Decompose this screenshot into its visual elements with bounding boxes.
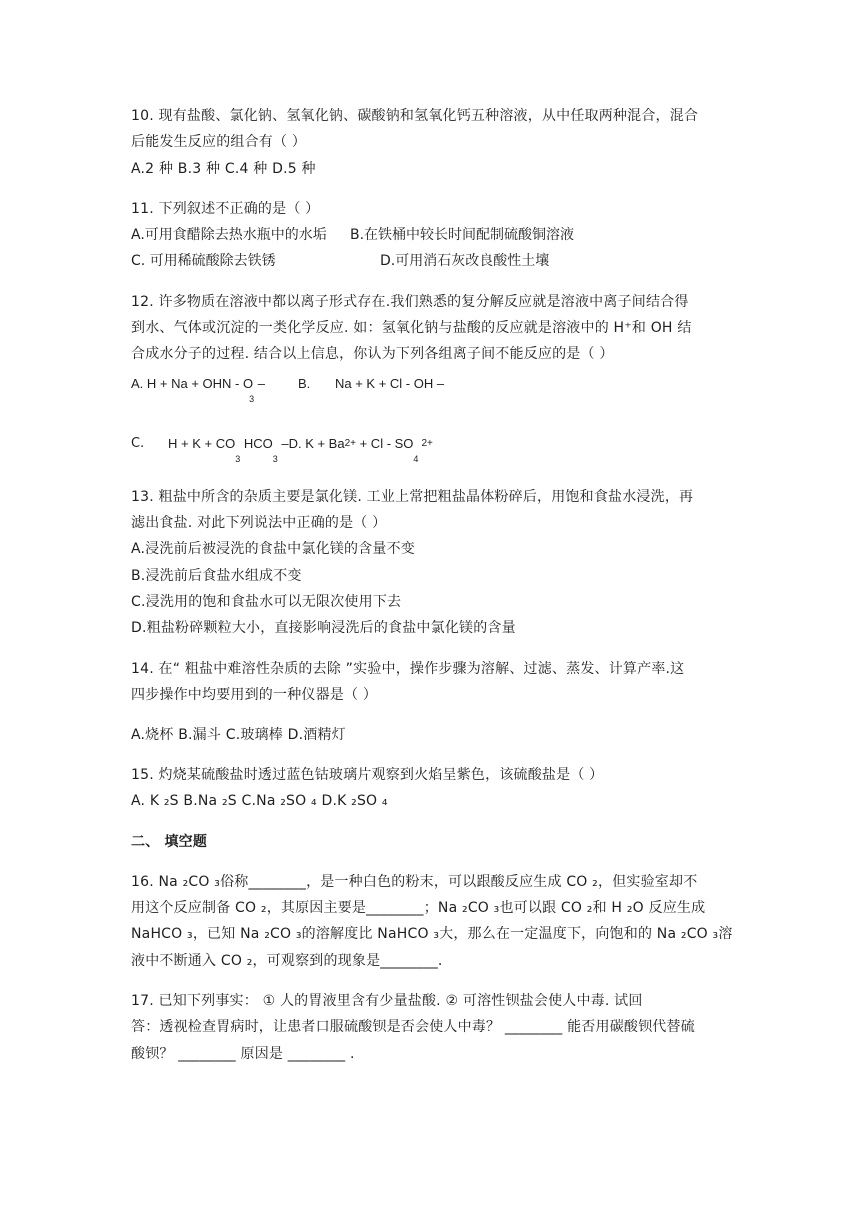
q16-line1: 16. Na ₂CO ₃俗称________，是一种白色的粉末，可以跟酸反应生成 CO ₂，但实验室却不 [131,874,698,890]
q12-option-a-tail: – [254,376,265,391]
q15-options: A. K ₂S B.Na ₂S C.Na ₂SO ₄ D.K ₂SO ₄ [131,793,388,809]
q16-line4: 液中不断通入 CO ₂，可观察到的现象是________. [131,953,443,969]
q12-stem-line2: 到水、气体或沉淀的一类化学反应. 如：氢氧化钠与盐酸的反应就是溶液中的 H⁺和 OH 结 [131,320,692,336]
q12-option-a-subscript: 3 [249,394,255,404]
q12-option-d-sup: 2+ [344,438,356,449]
q17-line2: 答：透视检查胃病时，让患者口服硫酸钡是否会使人中毒？ ________ 能否用碳酸钡代替硫 [131,1019,695,1035]
q14-stem-line2: 四步操作中均要用到的一种仪器是（ ） [131,687,378,703]
q15-stem: 15. 灼烧某硫酸盐时透过蓝色钴玻璃片观察到火焰呈紫色，该硫酸盐是（ ） [131,767,604,783]
q13-option-c: C.浸洗用的饱和食盐水可以无限次使用下去 [131,594,402,610]
q11-option-c: C. 可用稀硫酸除去铁锈 [131,253,276,269]
q13-stem-line2: 滤出食盐. 对此下列说法中正确的是（ ） [131,515,387,531]
q11-stem: 11. 下列叙述不正确的是（ ） [131,201,320,217]
q16-line3: NaHCO ₃，已知 Na ₂CO ₃的溶解度比 NaHCO ₃大，那么在一定温度下，向饱和的 Na ₂CO ₃溶 [131,926,733,942]
q12-option-c-label: C. [131,436,145,451]
q12-option-d-sup2: 2+ [421,438,433,449]
q10-options: A.2 种 B.3 种 C.4 种 D.5 种 [131,161,316,177]
q10-stem-line1: 10. 现有盐酸、氯化钠、氢氧化钠、碳酸钠和氢氧化钙五种溶液，从中任取两种混合，混合 [131,108,699,124]
q12-option-c-text-c: –D. K + Ba [277,436,345,451]
q16-line2: 用这个反应制备 CO ₂，其原因主要是________；Na ₂CO ₃也可以跟 CO ₂和 H ₂O 反应生成 [131,900,706,916]
q11-option-b: B.在铁桶中较长时间配制硫酸铜溶液 [350,227,575,243]
q13-option-b: B.浸洗前后食盐水组成不变 [131,568,302,584]
q12-option-d-sub: 4 [413,454,419,464]
q17-line1: 17. 已知下列事实： ① 人的胃液里含有少量盐酸. ② 可溶性钡盐会使人中毒. 试回 [131,993,643,1009]
q12-option-c-text-b: HCO [240,436,273,451]
section-heading-fill-in: 二、 填空题 [131,834,208,850]
q13-option-d: D.粗盐粉碎颗粒大小，直接影响浸洗后的食盐中氯化镁的含量 [131,620,516,636]
q17-line3: 酸钡？ ________ 原因是 ________ . [131,1046,355,1062]
q11-option-d: D.可用消石灰改良酸性土壤 [380,253,550,269]
q12-stem-line1: 12. 许多物质在溶液中都以离子形式存在.我们熟悉的复分解反应就是溶液中离子间结合得 [131,294,689,310]
q12-option-d-text: + Cl - SO [355,436,414,451]
q10-stem-line2: 后能发生反应的组合有（ ） [131,134,307,150]
q11-option-a: A.可用食醋除去热水瓶中的水垢 [131,227,327,243]
q12-option-c-sub2: 3 [272,454,278,464]
q13-stem-line1: 13. 粗盐中所含的杂质主要是氯化镁. 工业上常把粗盐晶体粉碎后，用饱和食盐水浸洗，再 [131,489,694,505]
q14-stem-line1: 14. 在“ 粗盐中难溶性杂质的去除 ”实验中，操作步骤为溶解、过滤、蒸发、计算产率.这 [131,661,685,677]
q12-option-c-sub1: 3 [235,454,241,464]
q12-option-a [131,374,265,404]
q12-option-b: Na + K + Cl - OH – [335,376,445,391]
q12-stem-line3: 合成水分子的过程. 结合以上信息，你认为下列各组离子间不能反应的是（ ） [131,346,614,362]
q12-option-a-text: A. H + Na + OHN - O [131,376,254,391]
q12-option-c-text-a: H + K + CO [168,436,236,451]
q14-options: A.烧杯 B.漏斗 C.玻璃棒 D.酒精灯 [131,727,346,743]
q12-option-c-d [168,434,433,464]
q12-option-b-label: B. [298,376,311,391]
q13-option-a: A.浸洗前后被浸洗的食盐中氯化镁的含量不变 [131,541,415,557]
